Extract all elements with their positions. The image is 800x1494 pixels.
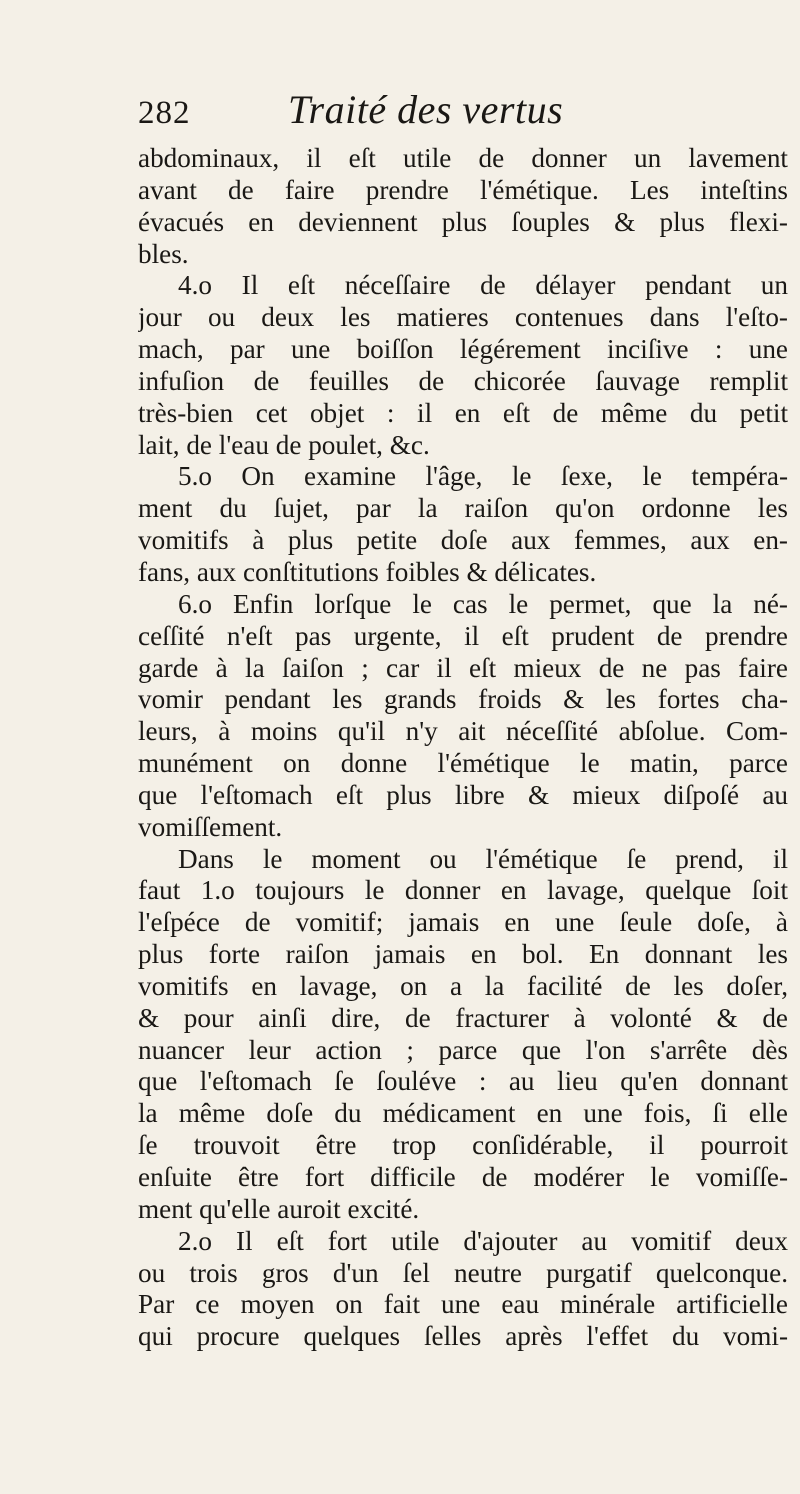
text-line: 4.o Il eſt néceſſaire de délayer pendant un: [178, 270, 788, 301]
text-line: faut 1.o toujours le donner en lavage, quelque ſoit: [138, 875, 788, 906]
text-line: mach, par une boiſſon légérement inciſive : une: [138, 334, 788, 365]
page-number: 282: [138, 95, 191, 131]
text-line: jour ou deux les matieres contenues dans l'eſto-: [138, 302, 788, 333]
text-line: plus forte raiſon jamais en bol. En donnant les: [138, 939, 788, 970]
text-line: avant de faire prendre l'émétique. Les inteſtins: [138, 174, 788, 205]
text-line: 5.o On examine l'âge, le ſexe, le tempéra-: [178, 461, 788, 492]
text-line: garde à la ſaiſon ; car il eſt mieux de ne pas faire: [138, 652, 788, 683]
text-line: vomiſſement.: [138, 811, 283, 842]
text-line: leurs, à moins qu'il n'y ait néceſſité abſolue. Com-: [138, 716, 788, 747]
text-line: & pour ainſi dire, de fracturer à volonté & de: [138, 1002, 788, 1033]
text-line: que l'eſtomach ſe ſouléve : au lieu qu'en donnant: [138, 1066, 788, 1097]
text-line: vomir pendant les grands froids & les fortes cha-: [138, 684, 788, 715]
text-line: nuancer leur action ; parce que l'on s'arrête dès: [138, 1034, 788, 1065]
text-line: abdominaux, il eſt utile de donner un lavement: [138, 143, 788, 173]
text-line: vomitifs à plus petite doſe aux femmes, aux en-: [138, 525, 788, 556]
text-line: que l'eſtomach eſt plus libre & mieux diſpoſé au: [138, 779, 788, 810]
text-line: lait, de l'eau de poulet, &c.: [138, 429, 430, 460]
text-line: infuſion de feuilles de chicorée ſauvage remplit: [138, 365, 788, 396]
text-line: 6.o Enfin lorſque le cas le permet, que la né-: [178, 588, 788, 619]
text-line: munément on donne l'émétique le matin, parce: [138, 748, 788, 779]
text-line: qui procure quelques ſelles après l'effet du vomi-: [138, 1321, 788, 1352]
text-line: fans, aux conſtitutions foibles & délicates.: [138, 556, 597, 587]
text-line: bles.: [138, 238, 189, 269]
text-line: ou trois gros d'un ſel neutre purgatif quelconque.: [138, 1257, 788, 1288]
text-line: ceſſité n'eſt pas urgente, il eſt prudent de prendre: [138, 620, 788, 651]
text-line: ment du ſujet, par la raiſon qu'on ordonne les: [138, 493, 788, 524]
text-line: l'eſpéce de vomitif; jamais en une ſeule doſe, à: [138, 907, 788, 938]
page-header: [138, 86, 788, 146]
text-line: 2.o Il eſt fort utile d'ajouter au vomitif deux: [178, 1225, 788, 1256]
text-line: la même doſe du médicament en une fois, ſi elle: [138, 1098, 788, 1129]
text-line: ment qu'elle auroit excité.: [138, 1193, 420, 1224]
text-line: très-bien cet objet : il en eſt de même du petit: [138, 397, 788, 428]
text-line: Par ce moyen on fait une eau minérale artificielle: [138, 1289, 788, 1320]
text-line: enſuite être fort difficile de modérer le vomiſſe-: [138, 1162, 788, 1192]
text-line: ſe trouvoit être trop conſidérable, il pourroit: [138, 1130, 788, 1161]
running-title: Traité des vertus: [288, 87, 564, 132]
text-line: évacués en deviennent plus ſouples & plus flexi-: [138, 206, 788, 237]
text-line: vomitifs en lavage, on a la facilité de les doſer,: [138, 970, 788, 1001]
body-text: [138, 143, 788, 1353]
text-line: Dans le moment ou l'émétique ſe prend, il: [178, 843, 788, 874]
page-text-block: [138, 86, 788, 1353]
